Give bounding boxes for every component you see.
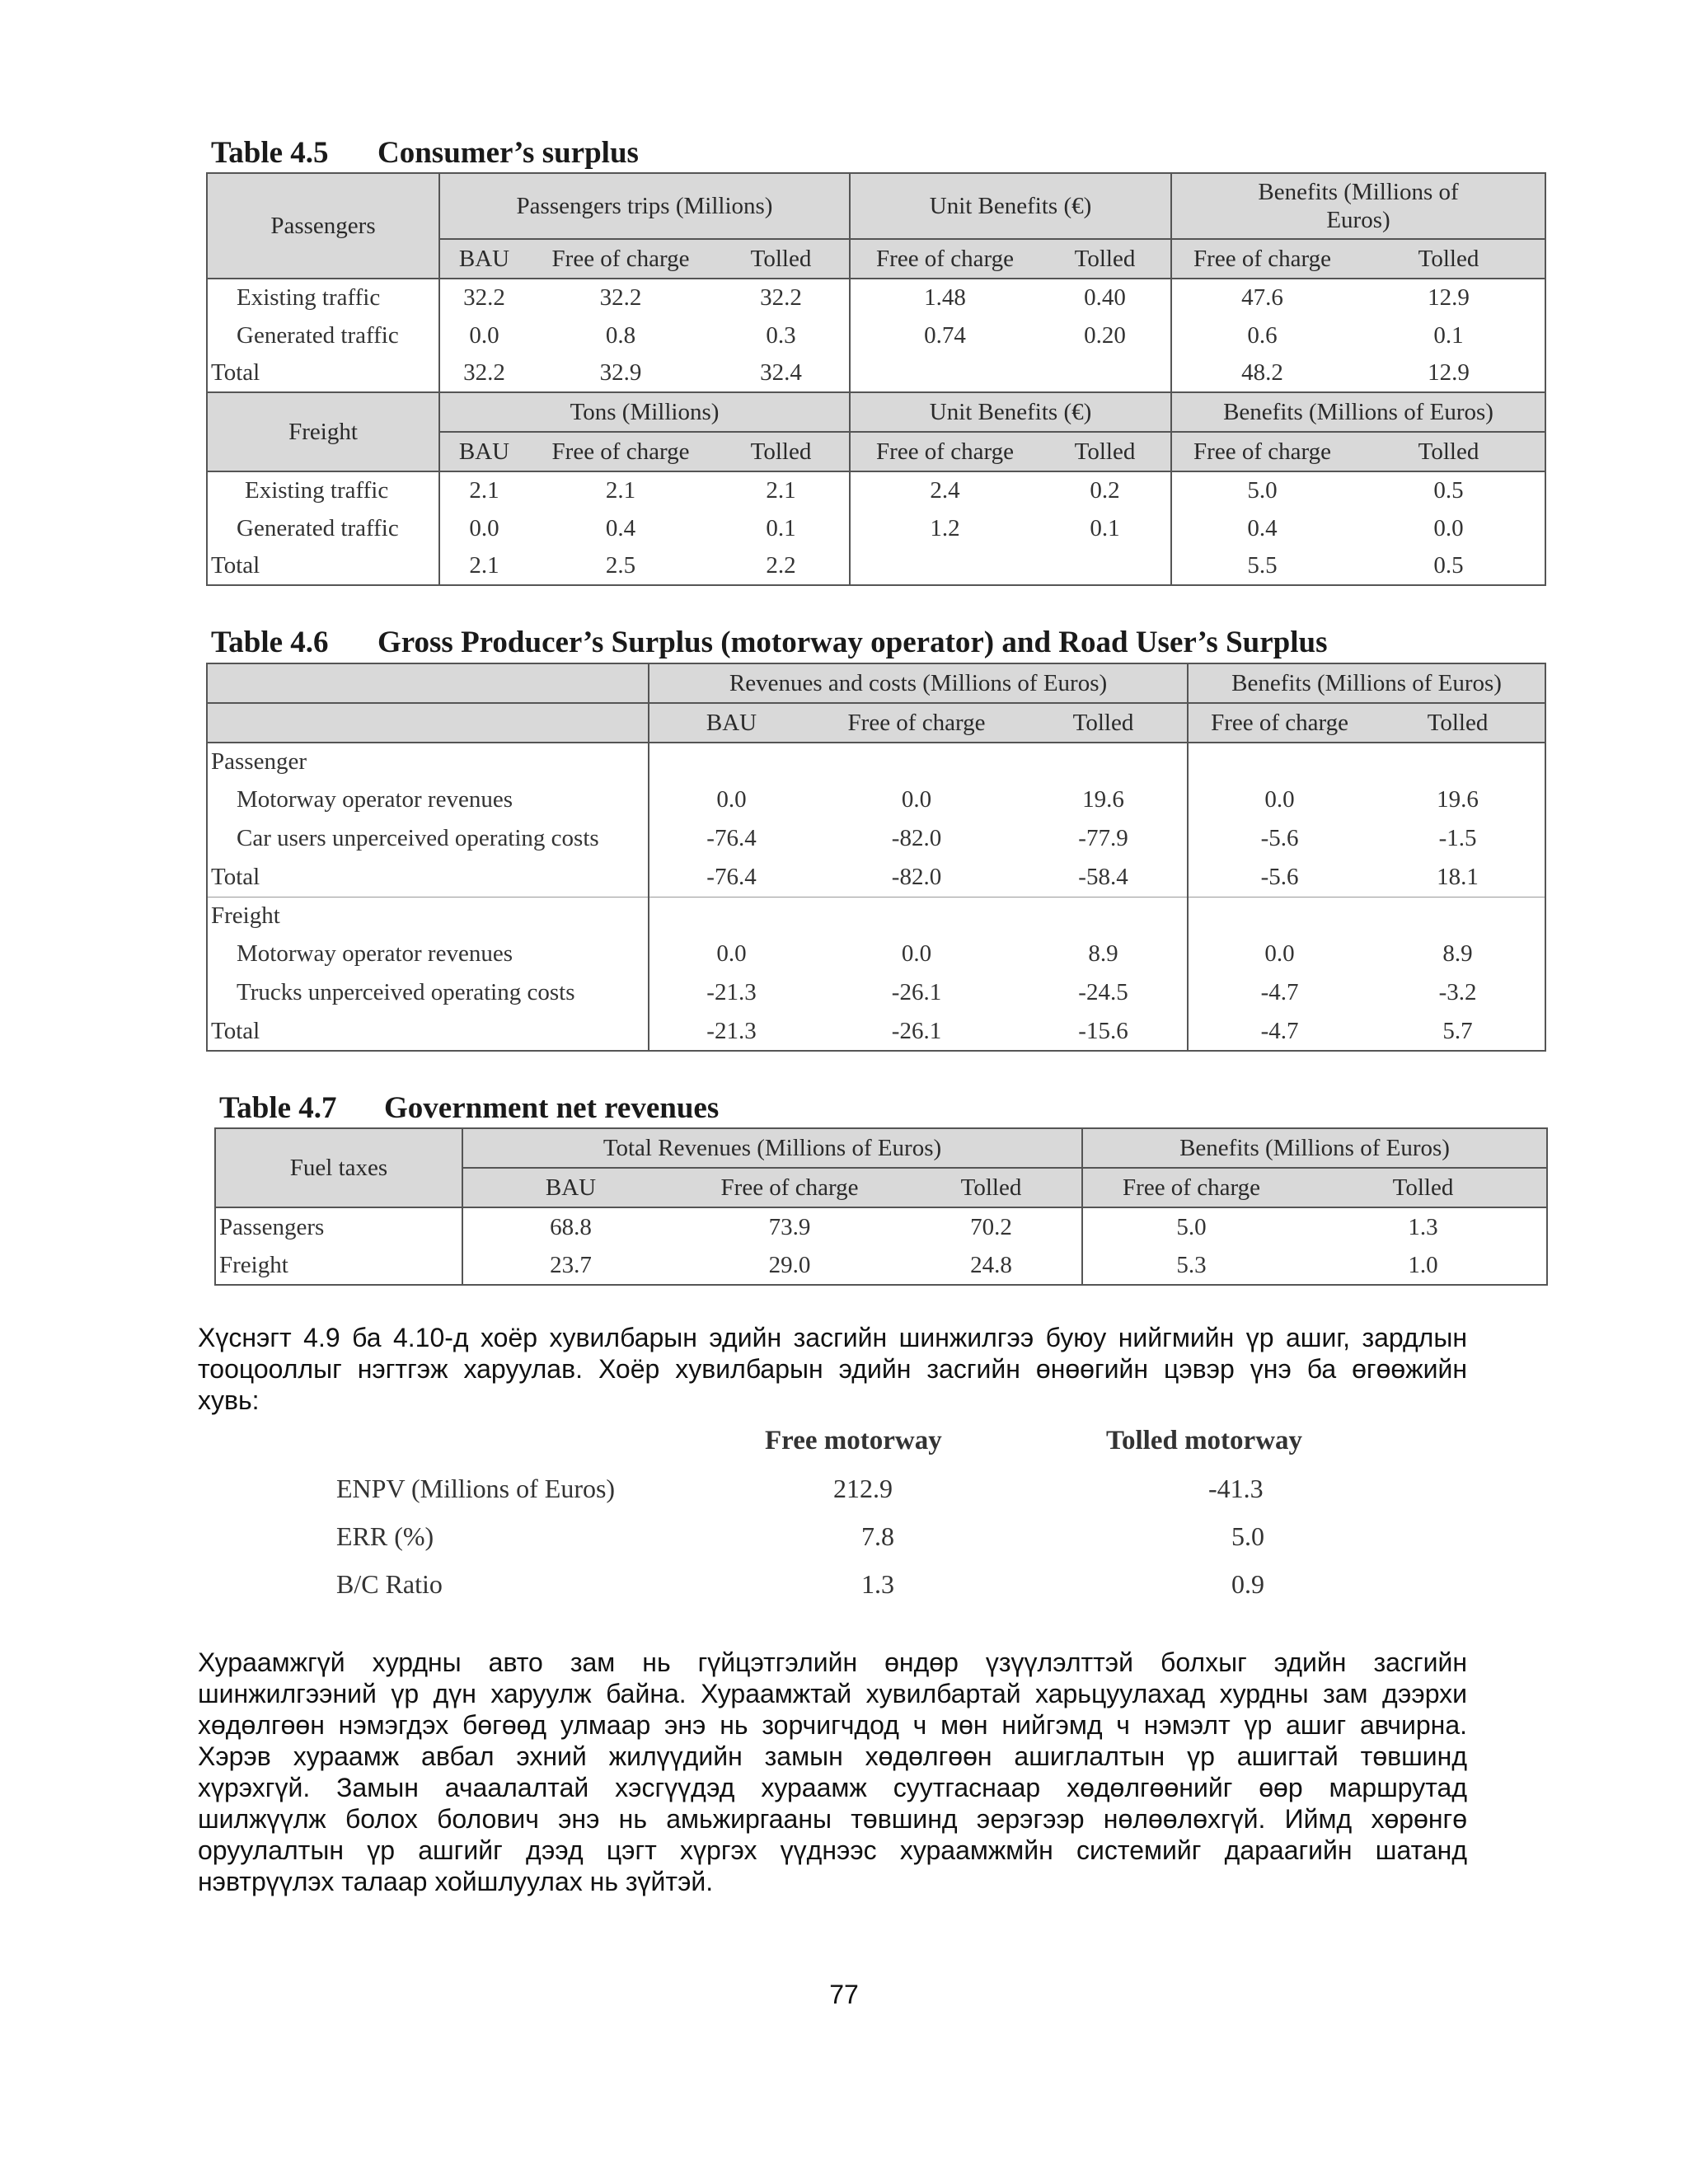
cell: 0.0 xyxy=(1264,940,1295,967)
indicators-header xyxy=(336,1426,1367,1474)
paragraph-line: Хураамжгүй хурдны авто зам нь гүйцэтгэлийн өндөр үзүүлэлттэй болхыг эдийн засгийн xyxy=(198,1647,1467,1677)
row-label: Total xyxy=(207,354,439,392)
cell: 0.5 xyxy=(1353,547,1545,585)
indicator-label: ENPV (Millions of Euros) xyxy=(336,1474,616,1503)
cell: -26.1 xyxy=(814,1012,1020,1051)
table-row xyxy=(207,973,1545,1012)
section-label: Freight xyxy=(207,897,649,935)
indicator-value-free: 1.3 xyxy=(861,1569,894,1599)
cell xyxy=(850,354,1039,392)
row-label: Total xyxy=(207,547,439,585)
sub-header: BAU xyxy=(439,239,528,279)
row-label: Motorway operator revenues xyxy=(207,935,649,973)
row-label: Existing traffic xyxy=(207,471,439,509)
section-row xyxy=(207,897,1545,935)
cell: -5.6 xyxy=(1260,863,1299,890)
group-header: Revenues and costs (Millions of Euros) xyxy=(649,663,1188,703)
cell: 32.2 xyxy=(463,284,505,311)
sub-header: Tolled xyxy=(713,239,850,279)
cell: 5.0 xyxy=(1247,477,1278,504)
sub-header: Tolled xyxy=(1371,703,1545,743)
header-row xyxy=(215,1128,1547,1168)
cell: 5.0 xyxy=(1176,1213,1207,1240)
passengers-row-header: Passengers xyxy=(207,173,439,279)
paragraph-line: нэвтрүүлэх талаар хойшлуулах нь зүйтэй. xyxy=(198,1867,714,1896)
cell: 0.0 xyxy=(716,786,747,813)
cell: 0.2 xyxy=(1039,471,1171,509)
cell: 5.5 xyxy=(1171,547,1353,585)
cell xyxy=(1039,354,1171,392)
cell: -1.5 xyxy=(1371,819,1545,858)
cell: -4.7 xyxy=(1260,979,1299,1005)
cell: 5.3 xyxy=(1082,1246,1300,1285)
section-row xyxy=(207,743,1545,780)
cell: 2.5 xyxy=(528,547,713,585)
cell: -76.4 xyxy=(706,863,757,890)
cell: 0.0 xyxy=(901,940,932,967)
indicator-row xyxy=(336,1569,1367,1617)
cell: 0.5 xyxy=(1353,471,1545,509)
cell: 0.3 xyxy=(713,316,850,354)
cell: 23.7 xyxy=(462,1246,678,1285)
group-header: Unit Benefits (€) xyxy=(850,173,1171,239)
group-header: Benefits (Millions of Euros) xyxy=(1082,1128,1547,1168)
table-row xyxy=(215,1246,1547,1285)
cell: 32.4 xyxy=(713,354,850,392)
cell: -82.0 xyxy=(891,863,942,890)
group-header-text: Benefits (Millions of Euros) xyxy=(1258,179,1459,233)
group-header xyxy=(1171,173,1545,239)
cell: 0.0 xyxy=(901,786,932,813)
col-header-free: Free motorway xyxy=(765,1426,942,1455)
indicator-label: B/C Ratio xyxy=(336,1569,443,1599)
cell: 68.8 xyxy=(550,1213,592,1240)
row-label: Car users unperceived operating costs xyxy=(207,819,649,858)
table-4-7-caption xyxy=(219,1090,719,1126)
paragraph-line: хүрэхгүй. Замын ачаалалтай хэсгүүдэд хураамж суутгаснаар хөдөлгөөнийг өөр маршрутад xyxy=(198,1773,1467,1802)
cell: 32.2 xyxy=(463,359,505,386)
cell: 19.6 xyxy=(1371,780,1545,819)
indicator-label: ERR (%) xyxy=(336,1521,434,1551)
cell: 0.0 xyxy=(469,321,499,349)
cell: -24.5 xyxy=(1020,973,1188,1012)
section-label: Passenger xyxy=(207,743,649,780)
cell: 32.2 xyxy=(713,279,850,316)
group-header: Tons (Millions) xyxy=(439,392,850,432)
caption-number: Table 4.7 xyxy=(219,1091,337,1125)
cell: -15.6 xyxy=(1020,1012,1188,1051)
cell: 12.9 xyxy=(1353,354,1545,392)
header-row xyxy=(207,663,1545,703)
sub-header: Free of charge xyxy=(528,432,713,471)
col-header-tolled: Tolled motorway xyxy=(1106,1426,1303,1455)
indicator-value-free: 212.9 xyxy=(833,1474,893,1503)
fuel-taxes-header: Fuel taxes xyxy=(215,1128,462,1207)
paragraph-line: оруулалтын үр ашгийг дээд цэгт хүргэх үүднээс хураамжмйн системийг дараагийн шатанд xyxy=(198,1835,1467,1865)
paragraph-line: шинжилгээний үр дүн харуулж байна. Хураамжтай хувилбартай харьцуулахад хурдны зам дээрхи xyxy=(198,1679,1467,1708)
cell: 2.1 xyxy=(439,547,528,585)
indicator-value-tolled: -41.3 xyxy=(1208,1474,1264,1503)
sub-header: BAU xyxy=(649,703,814,743)
row-label: Freight xyxy=(215,1246,462,1285)
cell: 8.9 xyxy=(1371,935,1545,973)
cell: 18.1 xyxy=(1371,858,1545,897)
cell: 2.1 xyxy=(605,477,636,504)
cell: 0.40 xyxy=(1039,279,1171,316)
row-label: Motorway operator revenues xyxy=(207,780,649,819)
sub-header: Tolled xyxy=(1353,432,1545,471)
cell: -4.7 xyxy=(1188,1012,1371,1051)
table-row xyxy=(207,316,1545,354)
cell: 32.9 xyxy=(599,359,642,386)
paragraph-conclusion xyxy=(198,1647,1467,1897)
cell: 0.20 xyxy=(1039,316,1171,354)
cell: 24.8 xyxy=(901,1246,1082,1285)
indicator-row xyxy=(336,1474,1367,1521)
cell: 47.6 xyxy=(1241,284,1283,311)
cell: 0.8 xyxy=(605,321,636,349)
sub-header: Free of charge xyxy=(850,239,1039,279)
sub-header: Free of charge xyxy=(1171,239,1353,279)
cell: 0.1 xyxy=(1353,316,1545,354)
cell: 1.0 xyxy=(1300,1246,1547,1285)
row-label: Total xyxy=(207,1012,649,1051)
cell: 0.0 xyxy=(469,514,499,541)
sub-header: Free of charge xyxy=(850,432,1039,471)
paragraph-line: Хэрэв хураамж авбал эхний жилүүдийн замын хөдөлгөөн ашиглалтын үр ашигтай төвшинд xyxy=(198,1741,1467,1771)
sub-header: Tolled xyxy=(1353,239,1545,279)
sub-header: Free of charge xyxy=(1082,1168,1300,1207)
group-header: Passengers trips (Millions) xyxy=(439,173,850,239)
table-4-6 xyxy=(206,663,1546,1052)
table-row xyxy=(207,509,1545,547)
cell xyxy=(1039,547,1171,585)
cell: 19.6 xyxy=(1020,780,1188,819)
freight-row-header: Freight xyxy=(207,392,439,471)
caption-title: Gross Producer’s Surplus (motorway operator) and Road User’s Surplus xyxy=(377,626,1328,659)
cell: 2.4 xyxy=(930,477,960,504)
table-4-5-caption xyxy=(211,135,639,171)
cell: 0.74 xyxy=(924,321,966,349)
cell: 2.2 xyxy=(713,547,850,585)
cell: -82.0 xyxy=(891,825,942,851)
cell: 0.4 xyxy=(1247,514,1278,541)
table-4-5 xyxy=(206,172,1546,586)
table-row xyxy=(207,279,1545,316)
sub-header: BAU xyxy=(462,1168,678,1207)
cell: -58.4 xyxy=(1020,858,1188,897)
cell: 2.1 xyxy=(469,477,499,504)
table-row xyxy=(207,547,1545,585)
cell: -26.1 xyxy=(891,979,942,1005)
cell: 70.2 xyxy=(901,1207,1082,1246)
table-row xyxy=(207,780,1545,819)
sub-header: Free of charge xyxy=(1171,432,1353,471)
paragraph-line: хөдөлгөөн нэмэгдэх бөгөөд улмаар энэ нь зорчигчдод ч мөн нийгэмд ч нэмэлт үр ашиг авчирна. xyxy=(198,1710,1467,1740)
row-label: Trucks unperceived operating costs xyxy=(207,973,649,1012)
cell: -76.4 xyxy=(706,825,757,851)
cell: -5.6 xyxy=(1260,825,1299,851)
cell: 48.2 xyxy=(1241,359,1283,386)
page-number: 77 xyxy=(829,1980,859,2009)
cell: 1.48 xyxy=(924,284,966,311)
cell: 0.0 xyxy=(1353,509,1545,547)
freight-header-row xyxy=(207,392,1545,432)
indicator-value-tolled: 5.0 xyxy=(1231,1521,1264,1551)
table-4-7-body xyxy=(214,1127,1548,1286)
row-label: Existing traffic xyxy=(207,279,439,316)
cell: 0.1 xyxy=(713,509,850,547)
sub-header: Free of charge xyxy=(528,239,713,279)
passengers-header-row xyxy=(207,173,1545,239)
table-row xyxy=(207,858,1545,897)
caption-title: Government net revenues xyxy=(384,1091,720,1125)
group-header: Benefits (Millions of Euros) xyxy=(1188,663,1545,703)
sub-header: BAU xyxy=(439,432,528,471)
table-row xyxy=(207,354,1545,392)
cell: 0.1 xyxy=(1039,509,1171,547)
economic-indicators xyxy=(336,1426,1367,1617)
cell: 0.6 xyxy=(1247,321,1278,349)
sub-header: Tolled xyxy=(1039,432,1171,471)
table-row xyxy=(207,935,1545,973)
row-label: Generated traffic xyxy=(207,316,439,354)
caption-number: Table 4.6 xyxy=(211,626,329,659)
row-label: Generated traffic xyxy=(207,509,439,547)
indicator-value-tolled: 0.9 xyxy=(1231,1569,1264,1599)
cell: 32.2 xyxy=(599,284,642,311)
paragraph-line: шилжүүлж болох болович энэ нь амьжиргааны төвшинд эерэгээр нөлөөлөхгүй. Иймд хөрөнгө xyxy=(198,1804,1467,1834)
table-4-6-caption xyxy=(211,625,1327,660)
sub-header: Tolled xyxy=(1039,239,1171,279)
sub-header: Tolled xyxy=(901,1168,1082,1207)
cell: -77.9 xyxy=(1020,819,1188,858)
sub-header: Tolled xyxy=(713,432,850,471)
blank-header xyxy=(207,703,649,743)
cell: -3.2 xyxy=(1371,973,1545,1012)
paragraph-line: тооцооллыг нэгтгэж харуулав. Хоёр хувилбарын эдийн засгийн өнөөгийн цэвэр үнэ ба өгөөжийн xyxy=(198,1354,1467,1384)
cell: 73.9 xyxy=(768,1213,811,1240)
cell: 1.2 xyxy=(930,514,960,541)
sub-header: Free of charge xyxy=(678,1168,901,1207)
indicator-value-free: 7.8 xyxy=(861,1521,894,1551)
cell: 2.1 xyxy=(713,471,850,509)
caption-title: Consumer’s surplus xyxy=(377,136,639,170)
sub-header: Free of charge xyxy=(1188,703,1371,743)
cell: 0.4 xyxy=(605,514,636,541)
caption-number: Table 4.5 xyxy=(211,136,329,170)
paragraph-intro xyxy=(198,1322,1467,1416)
table-row xyxy=(207,819,1545,858)
sub-header: Free of charge xyxy=(814,703,1020,743)
cell: 0.0 xyxy=(716,940,747,967)
group-header: Total Revenues (Millions of Euros) xyxy=(462,1128,1082,1168)
row-label: Passengers xyxy=(215,1207,462,1246)
cell: 5.7 xyxy=(1371,1012,1545,1051)
cell: 1.3 xyxy=(1300,1207,1547,1246)
table-row xyxy=(207,1012,1545,1051)
group-header: Unit Benefits (€) xyxy=(850,392,1171,432)
paragraph-line: Хүснэгт 4.9 ба 4.10-д хоёр хувилбарын эдийн засгийн шинжилгээ буюу нийгмийн үр ашиг, зардлын xyxy=(198,1323,1467,1352)
cell xyxy=(850,547,1039,585)
sub-header: Tolled xyxy=(1020,703,1188,743)
blank-header xyxy=(207,663,649,703)
sub-header: Tolled xyxy=(1300,1168,1547,1207)
paragraph-line: хувь: xyxy=(198,1385,260,1415)
table-row xyxy=(207,471,1545,509)
cell: -21.3 xyxy=(649,1012,814,1051)
table-row xyxy=(215,1207,1547,1246)
cell: 29.0 xyxy=(678,1246,901,1285)
subheader-row xyxy=(207,703,1545,743)
cell: 8.9 xyxy=(1020,935,1188,973)
cell: -21.3 xyxy=(706,979,757,1005)
row-label: Total xyxy=(207,858,649,897)
group-header: Benefits (Millions of Euros) xyxy=(1171,392,1545,432)
cell: 12.9 xyxy=(1353,279,1545,316)
indicator-row xyxy=(336,1521,1367,1569)
cell: 0.0 xyxy=(1264,786,1295,813)
